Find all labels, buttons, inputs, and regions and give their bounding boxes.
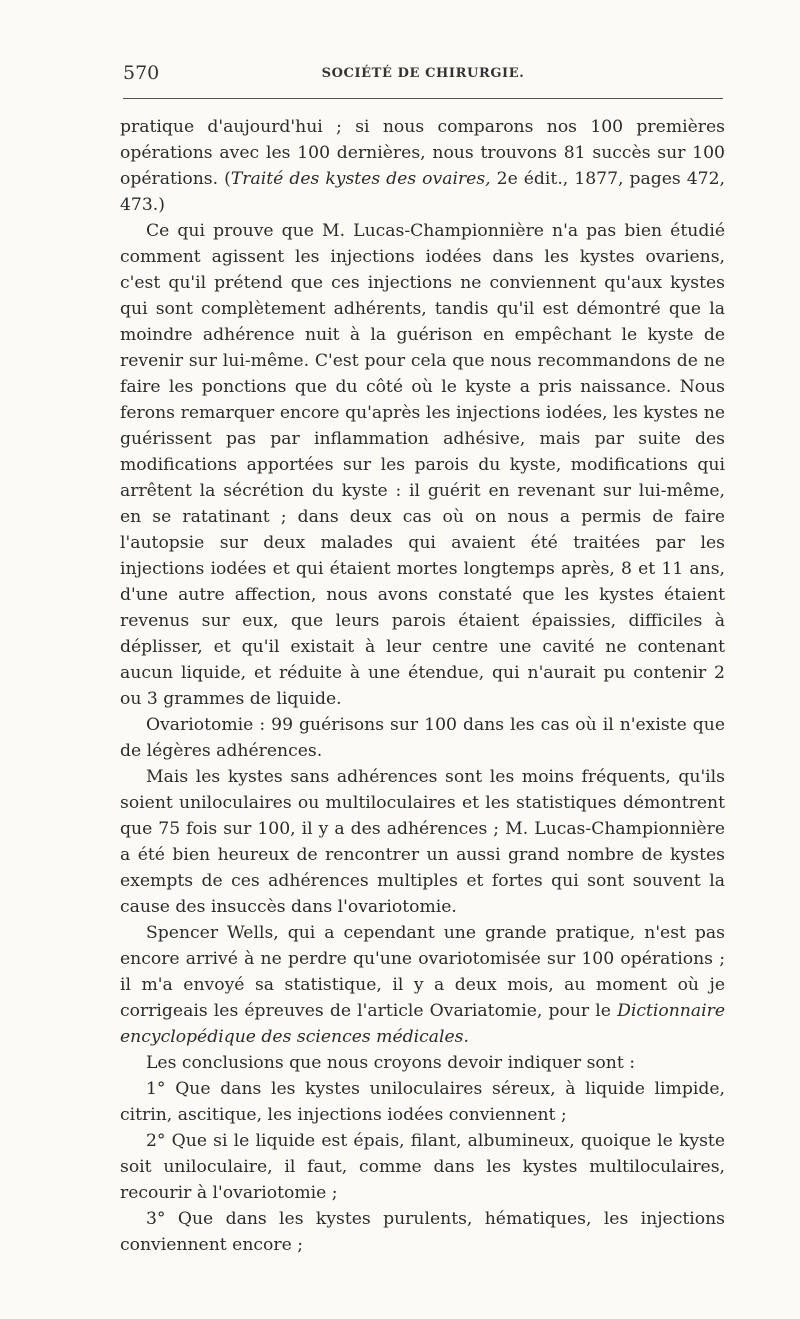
- paragraph-4: Mais les kystes sans adhérences sont les moins fréquents, qu'ils soient uniloculaires ou multiloculaires et les statistiques démontrent que 75 fois sur 100, il y a des adhérences ; M. Lucas-Championnière a été bien heureux de rencontrer un aussi grand nombre de kystes exempts de ces adhérences multiples et fortes qui sont souvent la cause des insuccès dans l'ovariotomie.: [120, 767, 725, 917]
- paragraph-5-start: Spencer Wells, qui a cependant une grande pratique, n'est pas encore arrivé à ne perdre qu'une ovariotomisée sur 100 opérations ; il m'a envoyé sa statistique, il y a deux mois, au moment où je corrigeais les épreuves de l'article Ovariatomie, pour le: [120, 923, 725, 1021]
- paragraph-5: [120, 920, 725, 1050]
- conclusion-1: 1° Que dans les kystes uniloculaires séreux, à liquide limpide, citrin, ascitique, les injections iodées conviennent ;: [120, 1079, 725, 1125]
- paragraph-6: Les conclusions que nous croyons devoir indiquer sont :: [146, 1053, 635, 1073]
- paragraph-1-end: 2e édit., 1877, pages 472, 473.): [120, 169, 725, 215]
- body-text: [120, 114, 725, 1258]
- book-title-traite: Traité des kystes des ovaires,: [230, 169, 491, 189]
- conclusion-2: 2° Que si le liquide est épais, filant, albumineux, quoique le kyste soit uniloculaire, il faut, comme dans les kystes multiloculaires, recourir à l'ovariotomie ;: [120, 1131, 725, 1203]
- conclusion-3: 3° Que dans les kystes purulents, hématiques, les injections conviennent encore ;: [120, 1209, 725, 1255]
- book-title-dictionnaire: Dictionnaire encyclopédique des sciences médicales.: [120, 1001, 725, 1047]
- paragraph-1: [120, 114, 725, 218]
- paragraph-2: Ce qui prouve que M. Lucas-Championnière n'a pas bien étudié comment agissent les injections iodées dans les kystes ovariens, c'est qu'il prétend que ces injections ne conviennent qu'aux kystes qui sont complètement adhérents, tandis qu'il est démontré que la moindre adhérence nuit à la guérison en empêchant le kyste de revenir sur lui-même. C'est pour cela que nous recommandons de ne faire les ponctions que du côté où le kyste a pris naissance. Nous ferons remarquer encore qu'après les injections iodées, les kystes ne guérissent pas par inflammation adhésive, mais par suite des modifications apportées sur les parois du kyste, modifications qui arrêtent la sécrétion du kyste : il guérit en revenant sur lui-même, en se ratatinant ; dans deux cas où on nous a permis de faire l'autopsie sur deux malades qui avaient été traitées par les injections iodées et qui étaient mortes longtemps après, 8 et 11 ans, d'une autre affection, nous avons constaté que les kystes étaient revenus sur eux, que leurs parois étaient épaissies, difficiles à déplisser, et qu'il existait à leur centre une cavité ne contenant aucun liquide, et réduite à une étendue, qui n'aurait pu contenir 2 ou 3 grammes de liquide.: [120, 221, 725, 709]
- running-head: [123, 62, 723, 102]
- page-number: 570: [123, 62, 160, 84]
- paragraph-1-start: pratique d'aujourd'hui ; si nous comparons nos 100 premières opérations avec les 100 dernières, nous trouvons 81 succès sur 100 opérations. (: [120, 117, 725, 189]
- header-rule: [123, 98, 723, 99]
- paragraph-3: Ovariotomie : 99 guérisons sur 100 dans les cas où il n'existe que de légères adhérences.: [120, 715, 725, 761]
- running-title: SOCIÉTÉ DE CHIRURGIE.: [321, 66, 525, 81]
